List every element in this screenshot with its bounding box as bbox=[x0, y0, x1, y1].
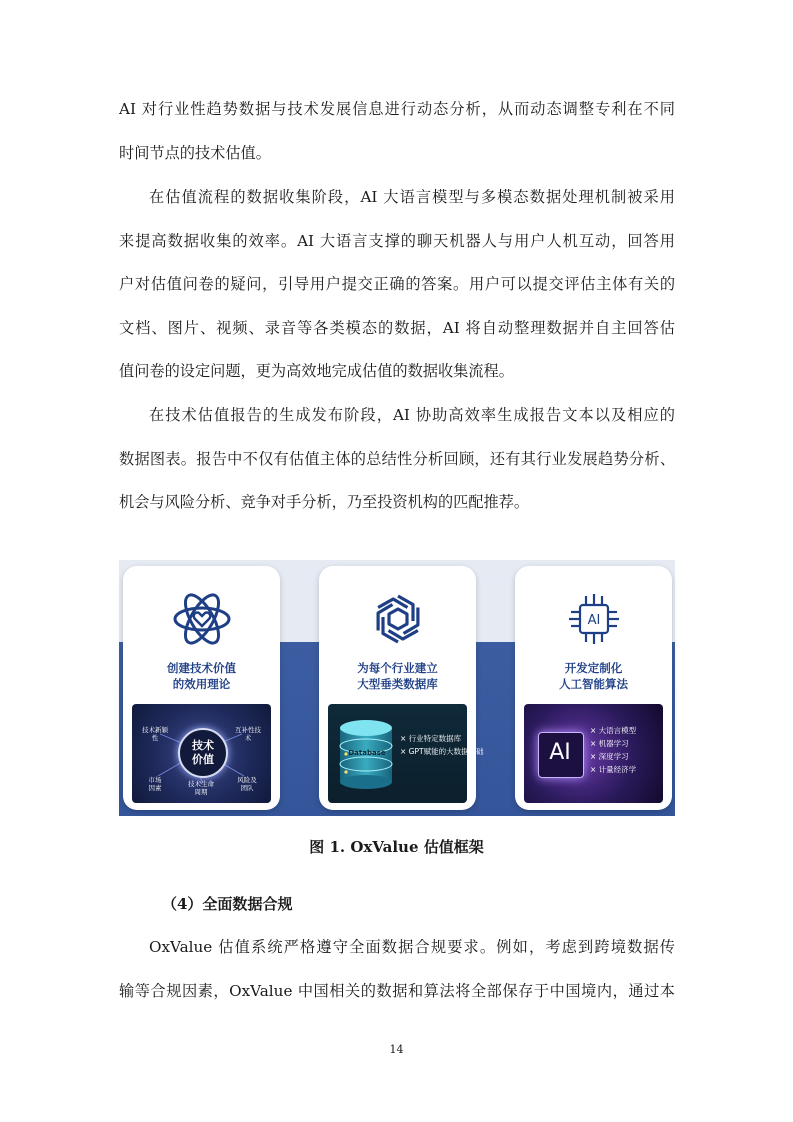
tech-value-core bbox=[178, 728, 228, 778]
ai-bullets bbox=[590, 726, 636, 778]
node-complementary: 互补性技术 bbox=[235, 726, 261, 742]
database-label: Database bbox=[348, 749, 386, 757]
ai-algorithm-panel bbox=[524, 704, 663, 803]
bullet-item: × 大语言模型 bbox=[590, 726, 637, 735]
card-title-line: 为每个行业建立 bbox=[357, 661, 438, 675]
bullet-item: × GPT赋能的大数据基础 bbox=[400, 747, 484, 756]
section-heading: （4）全面数据合规 bbox=[162, 895, 293, 913]
page-number: 14 bbox=[389, 1043, 404, 1056]
database-bullets bbox=[400, 734, 484, 760]
card-title-line: 人工智能算法 bbox=[559, 677, 628, 691]
atom-heart-icon bbox=[171, 588, 233, 650]
text-line: OxValue 估值系统严格遵守全面数据合规要求。例如，考虑到跨境数据传 bbox=[149, 938, 675, 956]
paragraph-4 bbox=[119, 937, 675, 1024]
node-novelty: 技术新颖性 bbox=[142, 726, 168, 742]
card-title-line: 大型垂类数据库 bbox=[357, 677, 438, 691]
core-line: 价值 bbox=[192, 753, 214, 766]
text-line: 时间节点的技术估值。 bbox=[119, 143, 271, 162]
paragraph-3 bbox=[119, 405, 675, 536]
card-title bbox=[515, 660, 672, 692]
bullet-item: × 行业特定数据库 bbox=[400, 734, 462, 743]
ai-chip-icon bbox=[563, 588, 625, 650]
card-custom-ai bbox=[515, 566, 672, 810]
paragraph-2 bbox=[119, 187, 675, 405]
text-line: 值问卷的设定问题，更为高效地完成估值的数据收集流程。 bbox=[119, 362, 514, 381]
text-line: AI 对行业性趋势数据与技术发展信息进行动态分析，从而动态调整专利在不同 bbox=[119, 100, 675, 118]
card-vertical-database bbox=[319, 566, 484, 810]
card-title-line: 创建技术价值 bbox=[167, 661, 236, 675]
text-line: 在估值流程的数据收集阶段，AI 大语言模型与多模态数据处理机制被采用 bbox=[149, 188, 675, 206]
bullet-item: × 计量经济学 bbox=[590, 765, 637, 774]
text-line: 在技术估值报告的生成发布阶段，AI 协助高效率生成报告文本以及相应的 bbox=[149, 406, 675, 424]
core-line: 技术 bbox=[192, 739, 214, 752]
ai-chip-label: AI bbox=[549, 740, 571, 765]
text-line: 户对估值问卷的疑问，引导用户提交正确的答案。用户可以提交评估主体有关的 bbox=[119, 275, 675, 294]
paragraph-1 bbox=[119, 99, 675, 186]
bullet-item: × 机器学习 bbox=[590, 739, 629, 748]
database-panel bbox=[328, 704, 484, 803]
tech-value-panel bbox=[132, 704, 271, 803]
text-line: 文档、图片、视频、录音等各类模态的数据，AI 将自动整理数据并自主回答估 bbox=[119, 318, 675, 337]
node-risk-team: 风险及团队 bbox=[237, 776, 257, 792]
oxvalue-framework-figure bbox=[119, 560, 675, 816]
card-utility-theory bbox=[123, 566, 280, 810]
card-title-line: 开发定制化 bbox=[564, 661, 623, 675]
text-line: 来提高数据收集的效率。AI 大语言支撑的聊天机器人与用户人机互动，回答用 bbox=[119, 231, 675, 250]
node-lifecycle: 技术生命周期 bbox=[188, 780, 214, 796]
text-line: 输等合规因素，OxValue 中国相关的数据和算法将全部保存于中国境内，通过本 bbox=[119, 981, 675, 1000]
text-line: 数据图表。报告中不仅有估值主体的总结性分析回顾，还有其行业发展趋势分析、 bbox=[119, 449, 675, 468]
card-title bbox=[123, 660, 280, 692]
openai-knot-icon bbox=[367, 588, 429, 650]
node-market: 市场因素 bbox=[148, 776, 162, 792]
figure-caption: 图 1. OxValue 估值框架 bbox=[309, 838, 484, 856]
ai-chip-text: AI bbox=[587, 613, 600, 628]
card-title bbox=[319, 660, 476, 692]
card-title-line: 的效用理论 bbox=[172, 677, 231, 691]
bullet-item: × 深度学习 bbox=[590, 752, 629, 761]
text-line: 机会与风险分析、竞争对手分析，乃至投资机构的匹配推荐。 bbox=[119, 493, 530, 512]
